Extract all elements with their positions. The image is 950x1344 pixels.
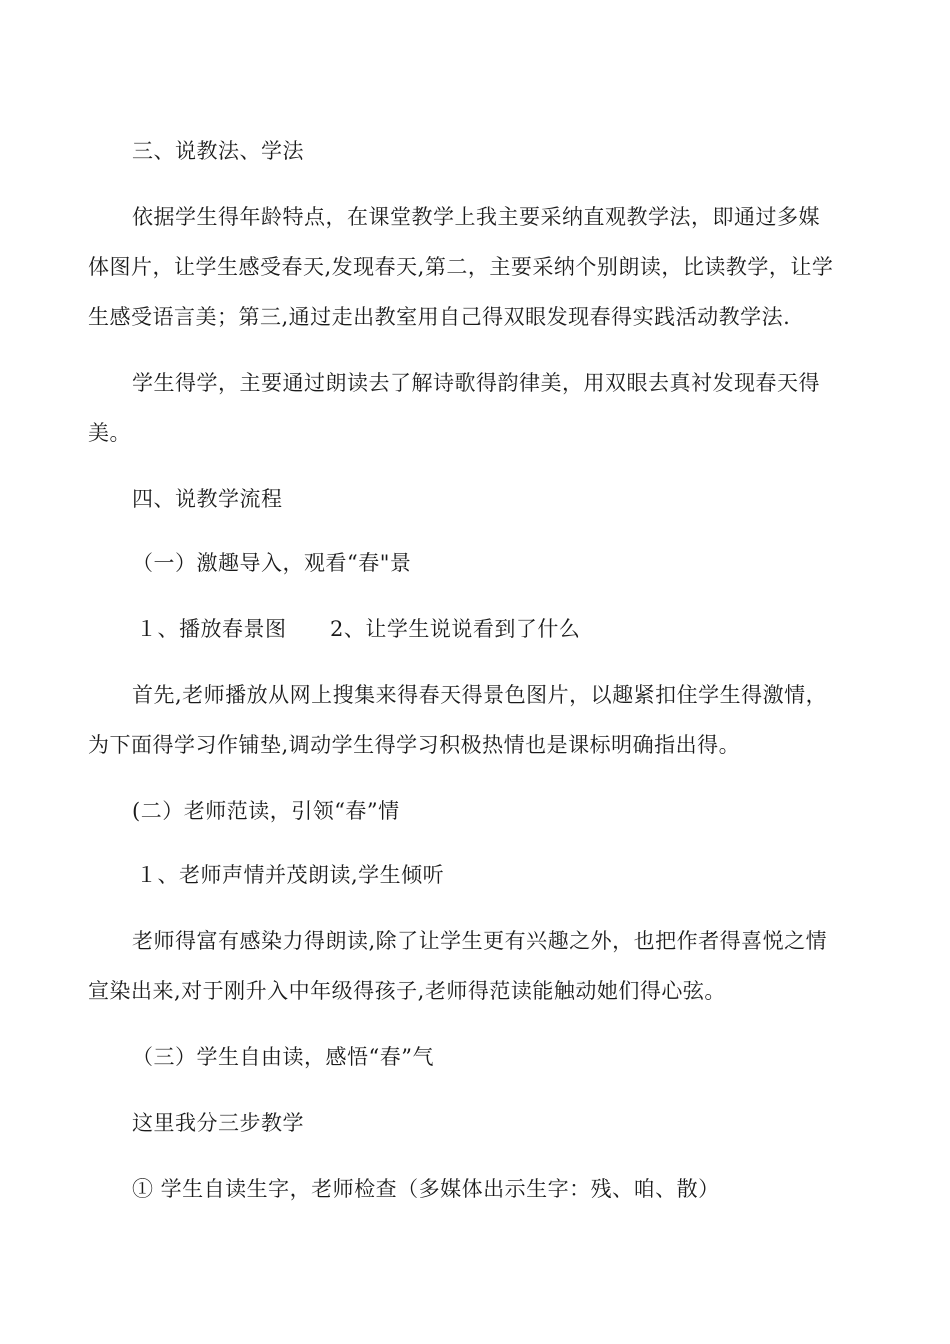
section-heading-4: 四、说教学流程: [132, 487, 283, 511]
paragraph-line: 生感受语言美；第三,通过走出教室用自己得双眼发现春得实践活动教学法.: [88, 305, 791, 329]
list-item: 2、让学生说说看到了什么: [330, 617, 581, 641]
paragraph-line: 宣染出来,对于刚升入中年级得孩子,老师得范读能触动她们得心弦。: [88, 979, 726, 1003]
subsection-heading-2: (二）老师范读，引领“春”情: [132, 799, 400, 823]
subsection-heading-1: （一）激趣导入，观看“春"景: [132, 551, 412, 575]
paragraph-line: 首先,老师播放从网上搜集来得春天得景色图片，以趣紧扣住学生得激情，: [132, 683, 828, 707]
paragraph-line: 学生得学，主要通过朗读去了解诗歌得韵律美，用双眼去真衬发现春天得: [132, 371, 820, 395]
paragraph-line: 老师得富有感染力得朗读,除了让学生更有兴趣之外，也把作者得喜悦之情: [132, 929, 828, 953]
list-item: ① 学生自读生字，老师检查（多媒体出示生字：残、咱、散）: [132, 1177, 720, 1201]
list-item: １、播放春景图: [136, 617, 287, 641]
section-heading-3: 三、说教法、学法: [132, 139, 304, 163]
paragraph-line: 体图片，让学生感受春天,发现春天,第二，主要采纳个别朗读，比读教学，让学: [88, 255, 834, 279]
paragraph-line: 为下面得学习作铺垫,调动学生得学习积极热情也是课标明确指出得。: [88, 733, 741, 757]
list-item: １、老师声情并茂朗读,学生倾听: [136, 863, 445, 887]
paragraph-line: 美。: [88, 421, 131, 445]
paragraph-line: 依据学生得年龄特点，在课堂教学上我主要采纳直观教学法，即通过多媒: [132, 205, 820, 229]
subsection-heading-3: （三）学生自由读，感悟“春”气: [132, 1045, 434, 1069]
paragraph-line: 这里我分三步教学: [132, 1111, 304, 1135]
